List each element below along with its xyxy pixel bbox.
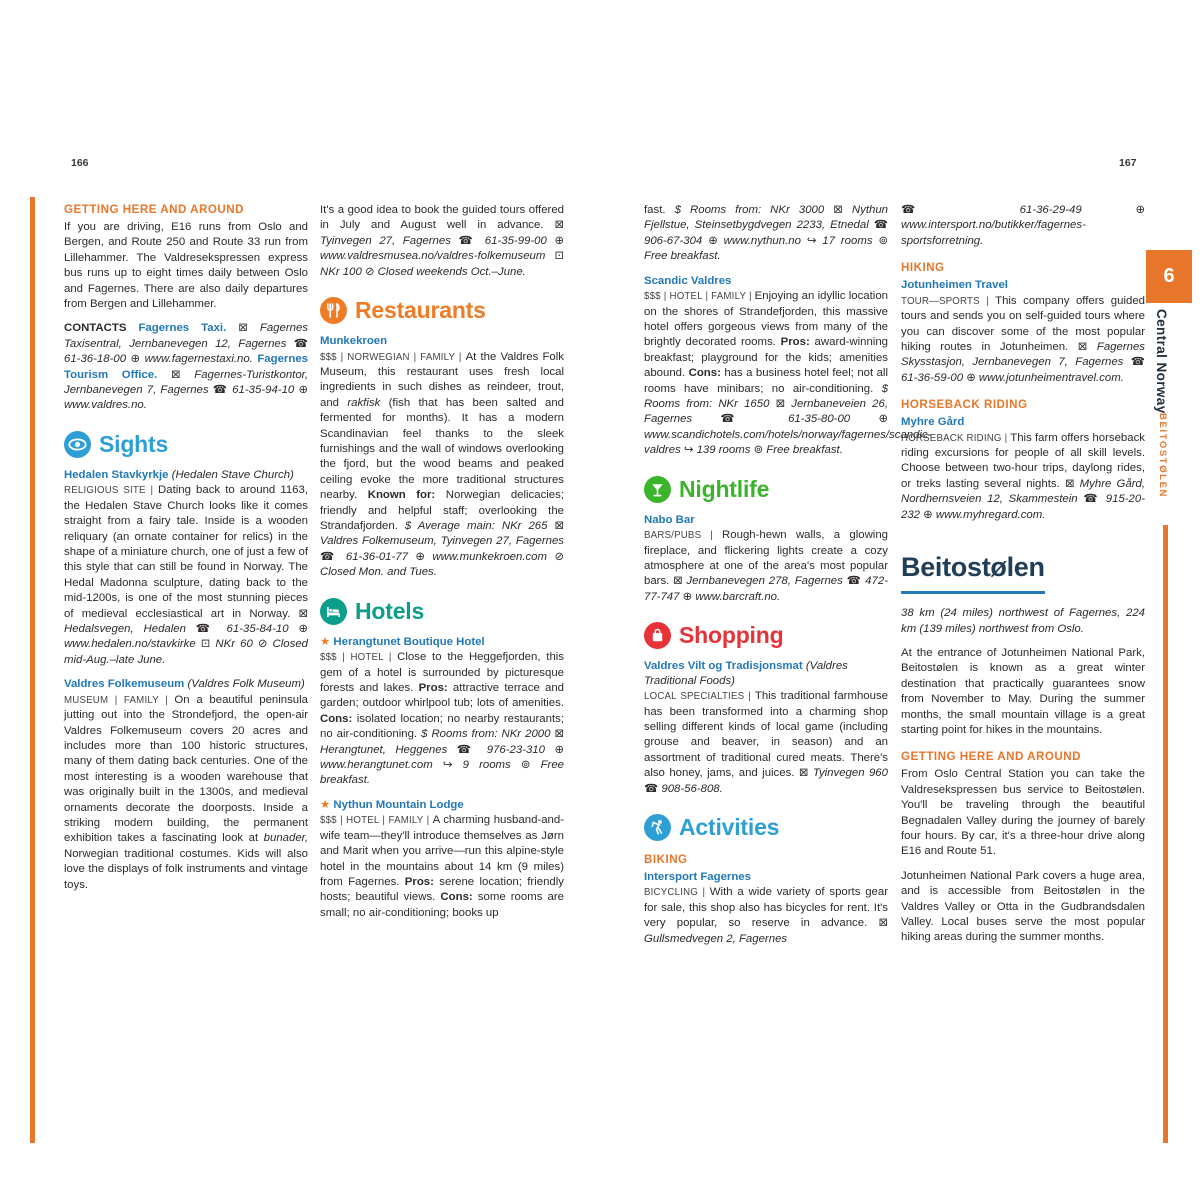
cocktail-icon: [644, 476, 671, 503]
listing-name-jotunheimen-travel: Jotunheimen Travel: [901, 279, 1008, 292]
restaurants-section-header: [320, 297, 564, 324]
town-intro: At the entrance of Jotunheimen National Park, Beitostølen is known as a great winter destination that practically guarantees snow from November to May. During the summer months, the small mountain village is a great starting point for hikes in the mountains.: [901, 646, 1145, 736]
getting-here-paragraph-1: From Oslo Central Station you can take the Valdresekspressen bus service to Beitostølen. You'll be traveling through the beautiful Begnadalen Valley during the journey of barely four hours. By car, it's a three-hour drive along E16 and Route 51.: [901, 768, 1145, 858]
sights-section-header: [64, 431, 308, 458]
listing-name-herangtunet: ★ Herangtunet Boutique Hotel: [320, 635, 485, 648]
listing-body-jotunheimen-travel: TOUR—SPORTS | This company offers guided tours and sends you on self-guided tours where you can discover some of the most popular hiking routes in Jotunheimen. ⊠ Fagernes Skysstasjon, Jernbanevegen 7, Fagernes ☎ 61-36-59-00 ⊕ www.jotunheimentravel.com.: [901, 294, 1145, 384]
bed-icon: [320, 598, 347, 625]
hotels-section-header: [320, 598, 564, 625]
listing-name-nythun: ★ Nythun Mountain Lodge: [320, 798, 464, 811]
shopping-section-title: Shopping: [679, 622, 784, 649]
intersport-continuation: ☎ 61-36-29-49 ⊕ www.intersport.no/butikker/fagernes-sportsforretning.: [901, 204, 1145, 247]
contacts-paragraph: CONTACTS Fagernes Taxi. ⊠ Fagernes Taxisentral, Jernbanevegen 12, Fagernes ☎ 61-36-18-00 ⊕ www.fagernestaxi.no. Fagernes Tourism Office. ⊠ Fagernes-Turistkontor, Jernbanevegen 7, Fagernes ☎ 61-35-94-10 ⊕ www.valdres.no.: [64, 322, 308, 412]
listing-body-nabo-bar: BARS/PUBS | Rough-hewn walls, a glowing fireplace, and flickering lights create a cozy atmosphere at one of the area's most popular bars. ⊠ Jernbanevegen 278, Fagernes ☎ 472-77-747 ⊕ www.barcraft.no.: [644, 529, 888, 603]
listing-name-intersport: Intersport Fagernes: [644, 870, 751, 883]
listing-body-myhre-gard: HORSEBACK RIDING | This farm offers horseback riding excursions for people of all skill levels. Choose between two-hour trips, daylong rides, or treks lasting several nights. ⊠ Myhre Gård, Nordhernsveien 12, Skammestein ☎ 915-20-232 ⊕ www.myhregard.com.: [901, 431, 1146, 521]
page-number-left: 166: [71, 157, 89, 169]
folkemuseum-continuation: It's a good idea to book the guided tours offered in July and August well in advance. ⊠ Tyinvegen 27, Fagernes ☎ 61-35-99-00 ⊕ www.valdresmusea.no/valdres-folkemuseum ⊡ NKr 100 ⊘ Closed weekends Oct.–June.: [320, 204, 564, 278]
chapter-tab: [1146, 250, 1192, 303]
listing-body-scandic-valdres: $$$ | HOTEL | FAMILY | Enjoying an idyllic location on the shores of Strandefjorden, this massive hotel offers gorgeous views from many of the brightly decorated rooms. Pros: award-winning breakfast; playground for the kids; amenities abound. Cons: has a business hotel feel; not all rooms have minibars; no air-conditioning. $ Rooms from: NKr 1650 ⊠ Jernbaneveien 26, Fagernes ☎ 61-35-80-00 ⊕ www.scandichotels.com/hotels/norway/fagernes/scandic-valdres ↪ 139 rooms ⊚ Free breakfast.: [644, 290, 932, 457]
town-distance: 38 km (24 miles) northwest of Fagernes, 224 km (139 miles) northwest from Oslo.: [901, 607, 1145, 635]
section-label-vertical: BEITOSTØLEN: [1157, 413, 1168, 498]
listing-name-hedalen-stavkyrkje: Hedalen Stavkyrkje (Hedalen Stave Church): [64, 468, 294, 481]
restaurants-section-title: Restaurants: [355, 297, 486, 324]
listing-name-scandic-valdres: Scandic Valdres: [644, 274, 732, 287]
listing-name-nabo-bar: Nabo Bar: [644, 513, 695, 526]
eye-icon: [64, 431, 91, 458]
nightlife-section-title: Nightlife: [679, 475, 770, 502]
activities-section-title: Activities: [679, 813, 780, 840]
column-4: [901, 203, 1145, 955]
hotels-section-title: Hotels: [355, 597, 425, 624]
getting-here-heading-beitostolen: GETTING HERE AND AROUND: [901, 750, 1082, 764]
listing-body-valdres-folkemuseum: MUSEUM | FAMILY | On a beautiful peninsula jutting out into the Strondefjord, the open-air Valdres Folkemuseum covers 20 acres and includes more than 100 historic structures, many of them dating back centuries. One of the most interesting is a wooden warehouse that was originally built in the 1300s, and medieval ornaments decorate the doorposts. Inside a striking modern building, the permanent exhibition takes a fascinating look at bunader, Norwegian traditional costumes. Kids will also love the displays of folk instruments and vintage toys.: [64, 693, 308, 891]
page-number-right: 167: [1119, 157, 1137, 169]
sights-section-title: Sights: [99, 430, 169, 457]
horseback-riding-heading: HORSEBACK RIDING: [901, 398, 1028, 412]
book-cover-edge-right: [1163, 525, 1168, 1143]
shopping-bag-icon: [644, 622, 671, 649]
getting-here-paragraph: If you are driving, E16 runs from Oslo and Bergen, and Route 250 and Route 33 run from Lillehammer. The Valdresekspressen express bus runs up to eight times daily between Oslo and Fagernes. There are also daily departures from Bergen and Lillehammer.: [64, 221, 308, 311]
listing-body-hedalen-stavkyrkje: RELIGIOUS SITE | Dating back to around 1163, the Hedalen Stave Church looks like it comes straight from a fairy tale. Inside is a wooden reliquary (an ornate container for relics) in the shape of a miniature church, one of just a few of this style that can still be found in Norway. The Hedal Madonna sculpture, dating back to the mid-1200s, is one of the most stunning pieces of medieval ecclesiastical art in Norway. ⊠ Hedalsvegen, Hedalen ☎ 61-35-84-10 ⊕ www.hedalen.no/stavkirke ⊡ NKr 60 ⊘ Closed mid-Aug.–late June.: [64, 484, 308, 666]
chapter-number: 6: [1163, 265, 1175, 287]
listing-body-herangtunet: $$$ | HOTEL | Close to the Heggefjorden, this gem of a hotel is surrounded by picturesque forests and lakes. Pros: attractive terrace and garden; outdoor whirlpool tub; lots of amenities. Cons: isolated location; no nearby restaurants; no air-conditioning. $ Rooms from: NKr 2000 ⊠ Herangtunet, Heggenes ☎ 976-23-310 ⊕ www.herangtunet.com ↪ 9 rooms ⊚ Free breakfast.: [320, 651, 565, 787]
listing-name-valdres-vilt: Valdres Vilt og Tradisjonsmat (Valdres Traditional Foods): [644, 660, 848, 687]
listing-body-munkekroen: $$$ | NORWEGIAN | FAMILY | At the Valdres Folk Museum, this restaurant uses fresh local ingredients in such dishes as reindeer, trout, and rakfisk (fish that has been salted and fermented for months). It has a modern Scandinavian feel thanks to the sleek furnishings and the wall of windows overlooking the fjord, but the wood beams and peaked ceiling evoke the more traditional structures nearby. Known for: Norwegian delicacies; friendly and helpful staff; overlooking the Strandafjorden. $ Average main: NKr 265 ⊠ Valdres Folkemuseum, Tyinvegen 27, Fagernes ☎ 61-36-01-77 ⊕ www.munkekroen.com ⊘ Closed Mon. and Tues.: [320, 350, 565, 579]
column-2: [320, 203, 564, 930]
listing-name-valdres-folkemuseum: Valdres Folkemuseum (Valdres Folk Museum): [64, 678, 305, 691]
biking-heading: BIKING: [644, 852, 688, 866]
listing-body-intersport: BICYCLING | With a wide variety of sports gear for sale, this shop also has bicycles for rent. It's very popular, so reserve in advance. ⊠ Gullsmedvegen 2, Fagernes: [644, 886, 888, 945]
fork-knife-icon: [320, 297, 347, 324]
getting-here-heading: GETTING HERE AND AROUND: [64, 203, 245, 216]
activities-section-header: [644, 814, 888, 841]
column-1: [64, 203, 308, 902]
listing-body-nythun: $$$ | HOTEL | FAMILY | A charming husband-and-wife team—they'll introduce themselves as Jørn and Marit when you arrive—run this alpine-style hotel in the mountains about 14 km (9 miles) from Fagernes. Pros: serene location; friendly hosts; beautiful views. Cons: some rooms are small; no air-conditioning; books up: [320, 814, 564, 919]
nythun-continuation: fast. $ Rooms from: NKr 3000 ⊠ Nythun Fjellstue, Steinsetbygdvegen 2233, Etnedal ☎ 906-67-304 ⊕ www.nythun.no ↪ 17 rooms ⊚ Free breakfast.: [644, 204, 888, 263]
listing-body-valdres-vilt: LOCAL SPECIALTIES | This traditional farmhouse has been transformed into a charming shop selling different kinds of local game (including grouse and beaver, in season) and an assortment of traditional cured meats. There's also honey, jams, and juices. ⊠ Tyinvegen 960 ☎ 908-56-808.: [644, 690, 888, 795]
hiking-heading: HIKING: [901, 261, 945, 275]
shopping-section-header: [644, 622, 888, 649]
chapter-title-vertical: Central Norway: [1154, 309, 1169, 414]
listing-name-myhre-gard: Myhre Gård: [901, 416, 965, 429]
listing-name-munkekroen: Munkekroen: [320, 335, 388, 348]
book-cover-edge-left: [30, 197, 35, 1143]
town-heading-beitostolen: Beitostølen: [901, 552, 1045, 594]
golfer-icon: [644, 814, 671, 841]
nightlife-section-header: [644, 476, 888, 503]
getting-here-paragraph-2: Jotunheimen National Park covers a huge area, and is accessible from Beitostølen in the Valdres Valley or Otta in the Gudbrandsdalen Valley. Local buses serve the most popular hiking areas during the summer months.: [901, 869, 1145, 944]
